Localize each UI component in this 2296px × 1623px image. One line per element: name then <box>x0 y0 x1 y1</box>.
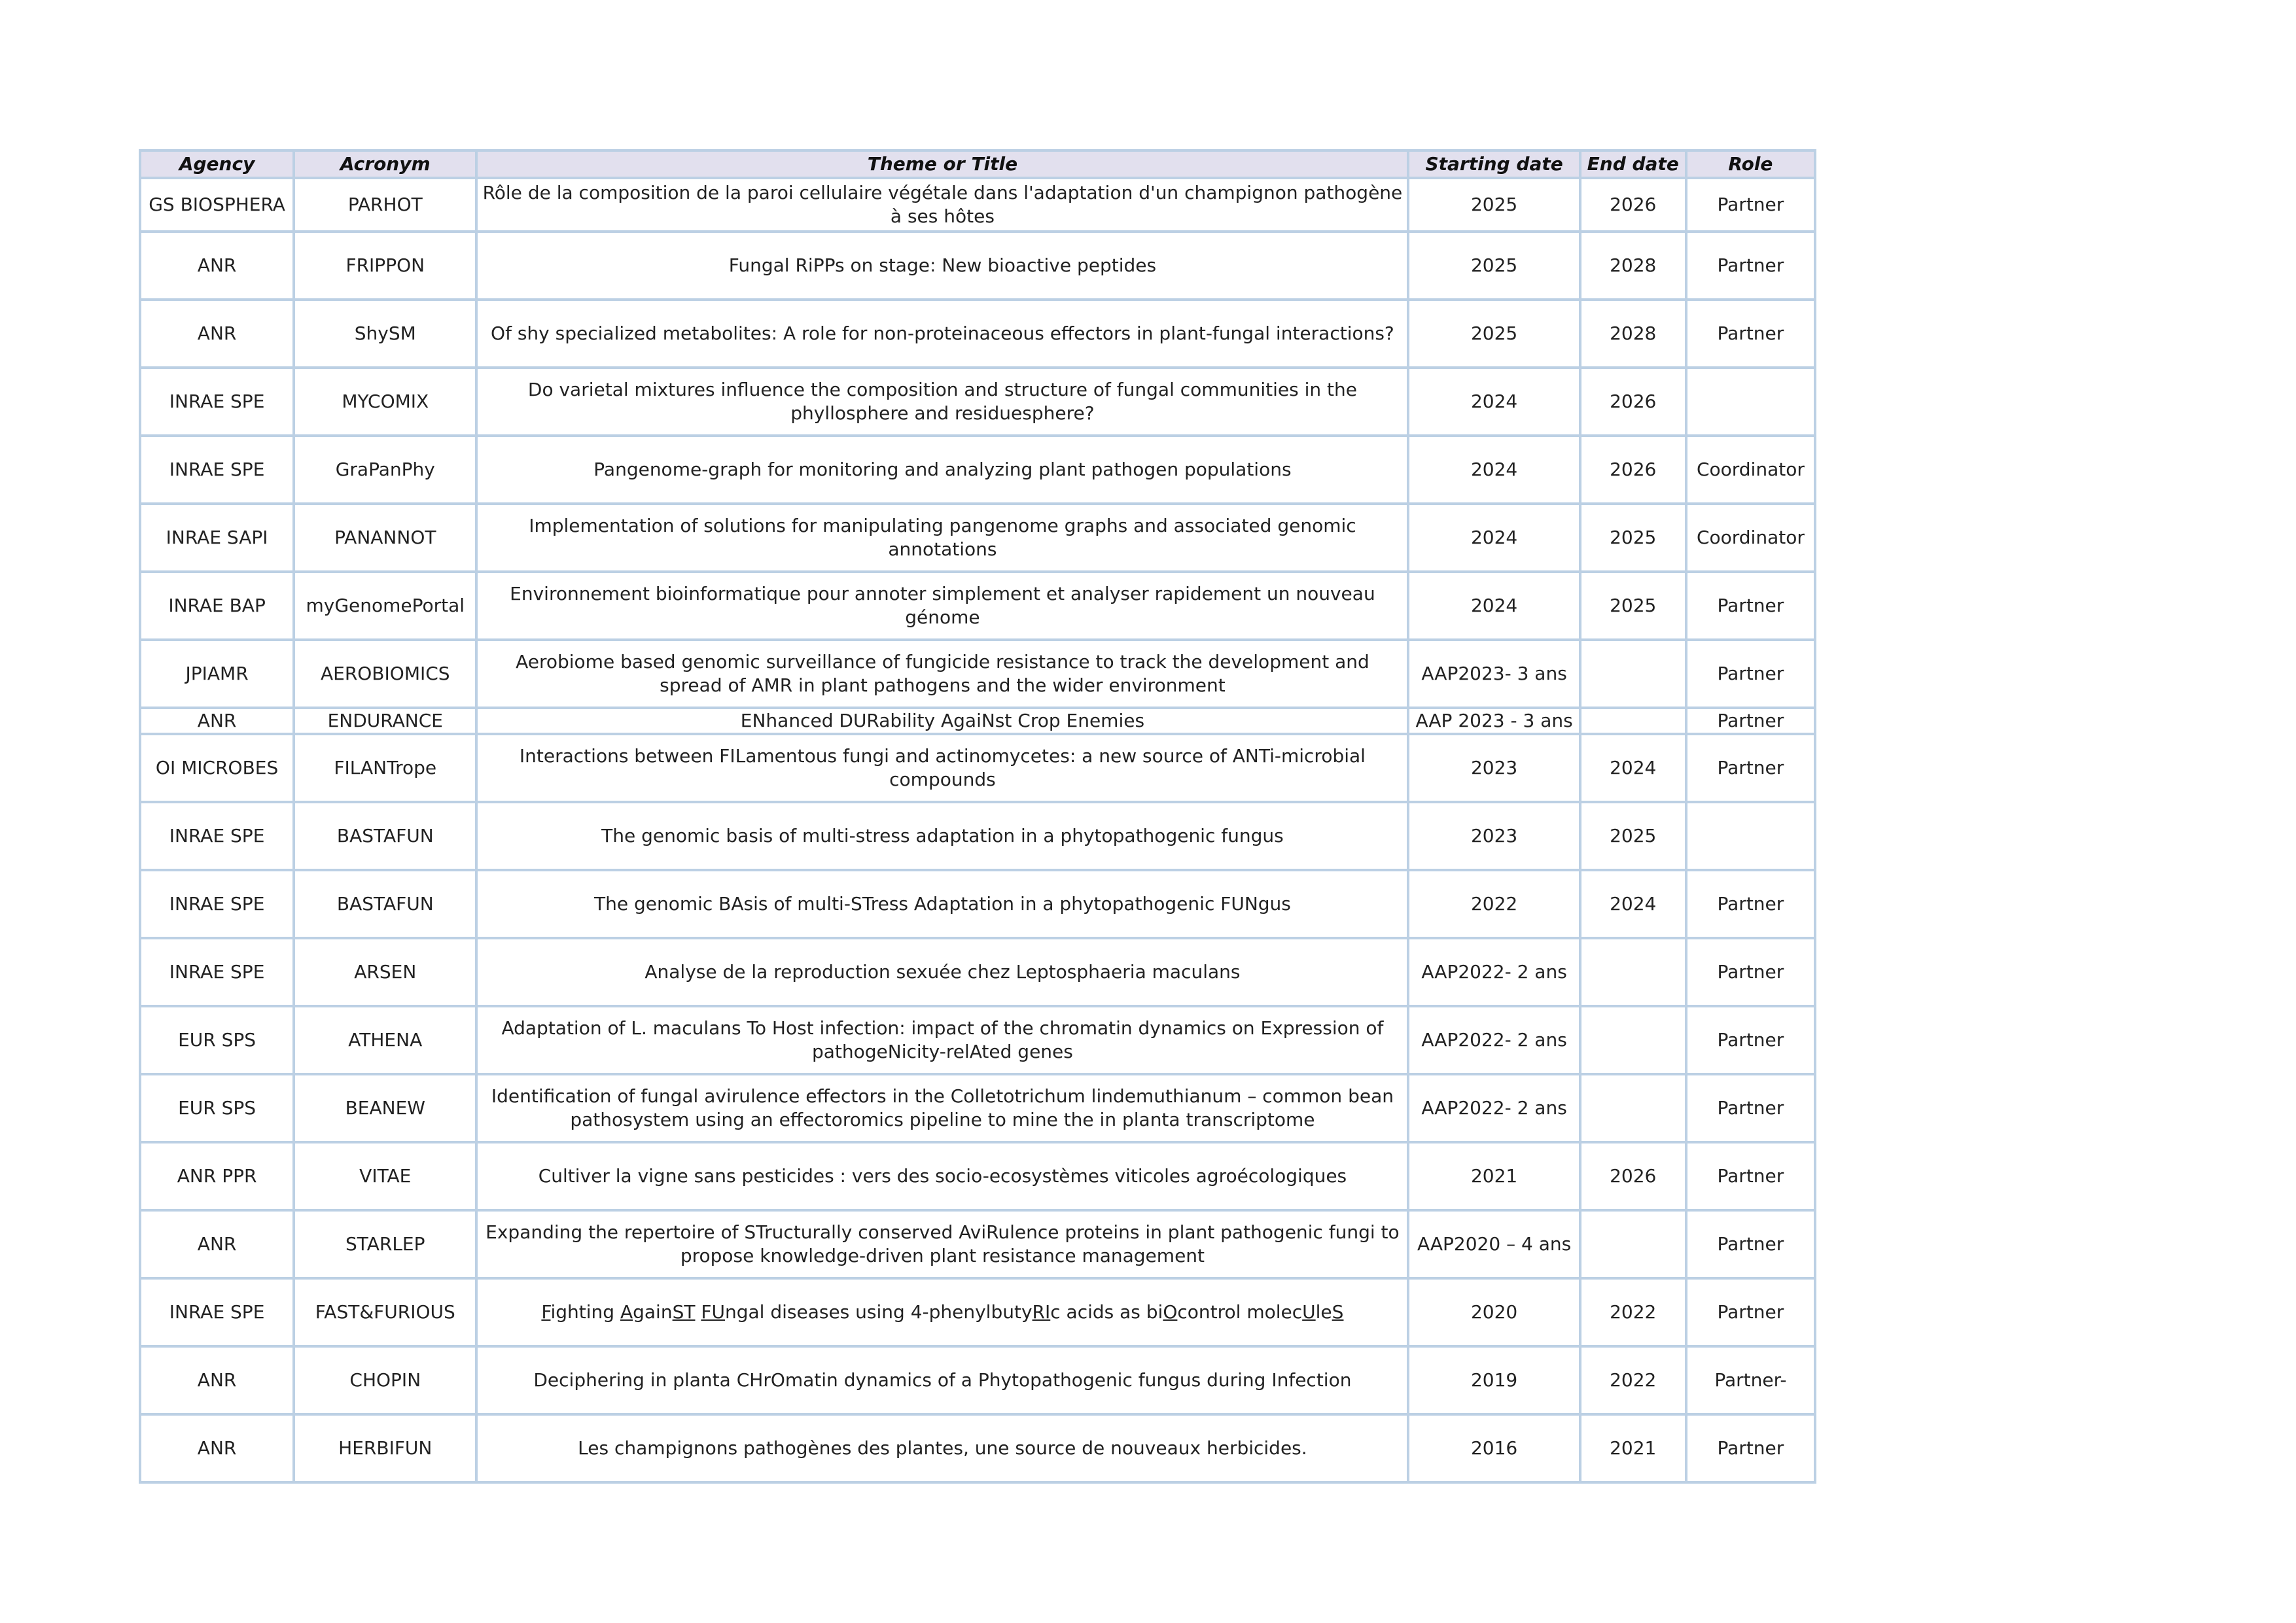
header-end: End date <box>1580 150 1686 178</box>
cell-title: Expanding the repertoire of STructurally conserved AviRulence proteins in plant pathogenic fungi to propose knowledge-driven plant resistance management <box>476 1210 1408 1278</box>
cell-start: AAP2022- 2 ans <box>1408 938 1580 1006</box>
cell-title: Deciphering in planta CHrOmatin dynamics of a Phytopathogenic fungus during Infection <box>476 1346 1408 1414</box>
cell-role: Partner <box>1686 572 1815 640</box>
cell-end: 2024 <box>1580 870 1686 938</box>
cell-end <box>1580 1074 1686 1142</box>
table-row <box>140 300 1815 368</box>
cell-agency: ANR PPR <box>140 1142 294 1210</box>
cell-role: Partner <box>1686 300 1815 368</box>
cell-agency: OI MICROBES <box>140 734 294 802</box>
cell-end: 2026 <box>1580 436 1686 504</box>
cell-agency: ANR <box>140 708 294 734</box>
cell-role: Partner <box>1686 1074 1815 1142</box>
cell-role: Partner <box>1686 232 1815 300</box>
header-role: Role <box>1686 150 1815 178</box>
table-row <box>140 802 1815 870</box>
cell-start: 2024 <box>1408 436 1580 504</box>
cell-acronym: GraPanPhy <box>294 436 476 504</box>
cell-acronym: BASTAFUN <box>294 870 476 938</box>
cell-agency: JPIAMR <box>140 640 294 708</box>
cell-title: The genomic basis of multi-stress adaptation in a phytopathogenic fungus <box>476 802 1408 870</box>
title-segment: ighting <box>550 1301 620 1323</box>
cell-start: 2022 <box>1408 870 1580 938</box>
cell-acronym: MYCOMIX <box>294 368 476 436</box>
header-title: Theme or Title <box>476 150 1408 178</box>
cell-end: 2026 <box>1580 368 1686 436</box>
cell-agency: INRAE SPE <box>140 802 294 870</box>
cell-role: Partner <box>1686 1142 1815 1210</box>
cell-role: Coordinator <box>1686 504 1815 572</box>
cell-role: Partner- <box>1686 1346 1815 1414</box>
cell-title: Implementation of solutions for manipulating pangenome graphs and associated genomic annotations <box>476 504 1408 572</box>
cell-acronym: AEROBIOMICS <box>294 640 476 708</box>
cell-acronym: FILANTrope <box>294 734 476 802</box>
cell-role: Partner <box>1686 1006 1815 1074</box>
cell-acronym: PARHOT <box>294 178 476 232</box>
cell-acronym: BASTAFUN <box>294 802 476 870</box>
cell-end: 2028 <box>1580 300 1686 368</box>
cell-start: 2024 <box>1408 504 1580 572</box>
cell-acronym: CHOPIN <box>294 1346 476 1414</box>
cell-title: Analyse de la reproduction sexuée chez Leptosphaeria maculans <box>476 938 1408 1006</box>
cell-start: 2020 <box>1408 1278 1580 1346</box>
table-row <box>140 938 1815 1006</box>
cell-end <box>1580 640 1686 708</box>
title-segment: le <box>1315 1301 1332 1323</box>
header-acronym: Acronym <box>294 150 476 178</box>
cell-end <box>1580 1210 1686 1278</box>
table-row <box>140 1006 1815 1074</box>
cell-start: 2023 <box>1408 734 1580 802</box>
cell-start: 2021 <box>1408 1142 1580 1210</box>
table-row <box>140 640 1815 708</box>
title-segment: FU <box>701 1301 725 1323</box>
cell-title: Environnement bioinformatique pour annoter simplement et analyser rapidement un nouveau génome <box>476 572 1408 640</box>
cell-end: 2022 <box>1580 1278 1686 1346</box>
title-segment: gain <box>633 1301 673 1323</box>
cell-end: 2026 <box>1580 1142 1686 1210</box>
projects-table <box>139 149 1816 1484</box>
cell-start: 2023 <box>1408 802 1580 870</box>
cell-end <box>1580 1006 1686 1074</box>
cell-end: 2025 <box>1580 572 1686 640</box>
table-row <box>140 1346 1815 1414</box>
title-segment: F <box>541 1301 551 1323</box>
cell-agency: GS BIOSPHERA <box>140 178 294 232</box>
cell-end: 2024 <box>1580 734 1686 802</box>
cell-acronym: ATHENA <box>294 1006 476 1074</box>
cell-title <box>476 1278 1408 1346</box>
cell-title: Cultiver la vigne sans pesticides : vers des socio-ecosystèmes viticoles agroécologiques <box>476 1142 1408 1210</box>
cell-title: Les champignons pathogènes des plantes, une source de nouveaux herbicides. <box>476 1414 1408 1482</box>
cell-start: 2016 <box>1408 1414 1580 1482</box>
title-segment: control molec <box>1177 1301 1303 1323</box>
cell-start: 2019 <box>1408 1346 1580 1414</box>
cell-start: AAP 2023 - 3 ans <box>1408 708 1580 734</box>
cell-role: Partner <box>1686 1414 1815 1482</box>
cell-agency: INRAE SPE <box>140 870 294 938</box>
cell-role <box>1686 368 1815 436</box>
cell-agency: EUR SPS <box>140 1006 294 1074</box>
cell-start: AAP2023- 3 ans <box>1408 640 1580 708</box>
cell-title: Do varietal mixtures influence the composition and structure of fungal communities in the phyllosphere and residuesphere? <box>476 368 1408 436</box>
table-row <box>140 572 1815 640</box>
cell-role: Partner <box>1686 640 1815 708</box>
cell-title: Pangenome-graph for monitoring and analyzing plant pathogen populations <box>476 436 1408 504</box>
cell-title: Of shy specialized metabolites: A role for non-proteinaceous effectors in plant-fungal interactions? <box>476 300 1408 368</box>
cell-agency: INRAE SPE <box>140 368 294 436</box>
table-row <box>140 232 1815 300</box>
cell-role: Partner <box>1686 870 1815 938</box>
cell-start: 2025 <box>1408 300 1580 368</box>
cell-acronym: FRIPPON <box>294 232 476 300</box>
title-segment: S <box>1332 1301 1344 1323</box>
table-row <box>140 870 1815 938</box>
cell-acronym: VITAE <box>294 1142 476 1210</box>
title-segment: A <box>620 1301 633 1323</box>
cell-title: Rôle de la composition de la paroi cellulaire végétale dans l'adaptation d'un champignon pathogène à ses hôtes <box>476 178 1408 232</box>
table-row <box>140 504 1815 572</box>
cell-start: 2025 <box>1408 232 1580 300</box>
cell-title: Interactions between FILamentous fungi and actinomycetes: a new source of ANTi-microbial compounds <box>476 734 1408 802</box>
cell-agency: ANR <box>140 232 294 300</box>
table-row <box>140 1210 1815 1278</box>
cell-agency: INRAE SPE <box>140 1278 294 1346</box>
cell-acronym: ENDURANCE <box>294 708 476 734</box>
cell-title: The genomic BAsis of multi-STress Adaptation in a phytopathogenic FUNgus <box>476 870 1408 938</box>
cell-role: Partner <box>1686 178 1815 232</box>
cell-role: Partner <box>1686 938 1815 1006</box>
cell-acronym: STARLEP <box>294 1210 476 1278</box>
cell-title: Adaptation of L. maculans To Host infection: impact of the chromatin dynamics on Expression of pathogeNicity-relAted genes <box>476 1006 1408 1074</box>
cell-agency: ANR <box>140 1346 294 1414</box>
title-segment: c acids as bi <box>1050 1301 1163 1323</box>
cell-role <box>1686 802 1815 870</box>
cell-agency: ANR <box>140 1210 294 1278</box>
cell-acronym: HERBIFUN <box>294 1414 476 1482</box>
header-agency: Agency <box>140 150 294 178</box>
table-row <box>140 708 1815 734</box>
table-body <box>140 178 1815 1482</box>
cell-role: Partner <box>1686 1210 1815 1278</box>
table-row <box>140 1142 1815 1210</box>
table-row <box>140 734 1815 802</box>
cell-start: AAP2022- 2 ans <box>1408 1074 1580 1142</box>
title-segment: O <box>1163 1301 1178 1323</box>
cell-agency: ANR <box>140 1414 294 1482</box>
title-segment: ST <box>672 1301 696 1323</box>
table-row <box>140 368 1815 436</box>
cell-end: 2025 <box>1580 802 1686 870</box>
cell-end: 2021 <box>1580 1414 1686 1482</box>
header-start: Starting date <box>1408 150 1580 178</box>
table-row <box>140 1074 1815 1142</box>
cell-title: Aerobiome based genomic surveillance of fungicide resistance to track the development and spread of AMR in plant pathogens and the wider environment <box>476 640 1408 708</box>
table-header <box>140 150 1815 178</box>
table-row <box>140 178 1815 232</box>
cell-start: 2024 <box>1408 572 1580 640</box>
cell-acronym: myGenomePortal <box>294 572 476 640</box>
cell-end: 2028 <box>1580 232 1686 300</box>
cell-role: Partner <box>1686 1278 1815 1346</box>
cell-agency: ANR <box>140 300 294 368</box>
cell-agency: INRAE SPE <box>140 436 294 504</box>
cell-title: Fungal RiPPs on stage: New bioactive peptides <box>476 232 1408 300</box>
header-row <box>140 150 1815 178</box>
cell-end: 2022 <box>1580 1346 1686 1414</box>
cell-acronym: BEANEW <box>294 1074 476 1142</box>
table-row <box>140 1414 1815 1482</box>
table-row <box>140 436 1815 504</box>
title-segment: U <box>1302 1301 1316 1323</box>
cell-start: AAP2022- 2 ans <box>1408 1006 1580 1074</box>
cell-end: 2026 <box>1580 178 1686 232</box>
cell-agency: INRAE SPE <box>140 938 294 1006</box>
cell-title: ENhanced DURability AgaiNst Crop Enemies <box>476 708 1408 734</box>
cell-acronym: PANANNOT <box>294 504 476 572</box>
cell-end: 2025 <box>1580 504 1686 572</box>
cell-role: Partner <box>1686 708 1815 734</box>
cell-start: AAP2020 – 4 ans <box>1408 1210 1580 1278</box>
cell-agency: EUR SPS <box>140 1074 294 1142</box>
title-segment: RI <box>1032 1301 1051 1323</box>
cell-start: 2025 <box>1408 178 1580 232</box>
cell-agency: INRAE SAPI <box>140 504 294 572</box>
cell-agency: INRAE BAP <box>140 572 294 640</box>
title-segment: ngal diseases using 4-phenylbuty <box>724 1301 1033 1323</box>
cell-end <box>1580 708 1686 734</box>
cell-end <box>1580 938 1686 1006</box>
cell-role: Coordinator <box>1686 436 1815 504</box>
cell-acronym: ARSEN <box>294 938 476 1006</box>
cell-role: Partner <box>1686 734 1815 802</box>
cell-start: 2024 <box>1408 368 1580 436</box>
cell-title: Identification of fungal avirulence effectors in the Colletotrichum lindemuthianum – common bean pathosystem using an effectoromics pipeline to mine the in planta transcriptome <box>476 1074 1408 1142</box>
cell-acronym: ShySM <box>294 300 476 368</box>
cell-acronym: FAST&FURIOUS <box>294 1278 476 1346</box>
table-row <box>140 1278 1815 1346</box>
